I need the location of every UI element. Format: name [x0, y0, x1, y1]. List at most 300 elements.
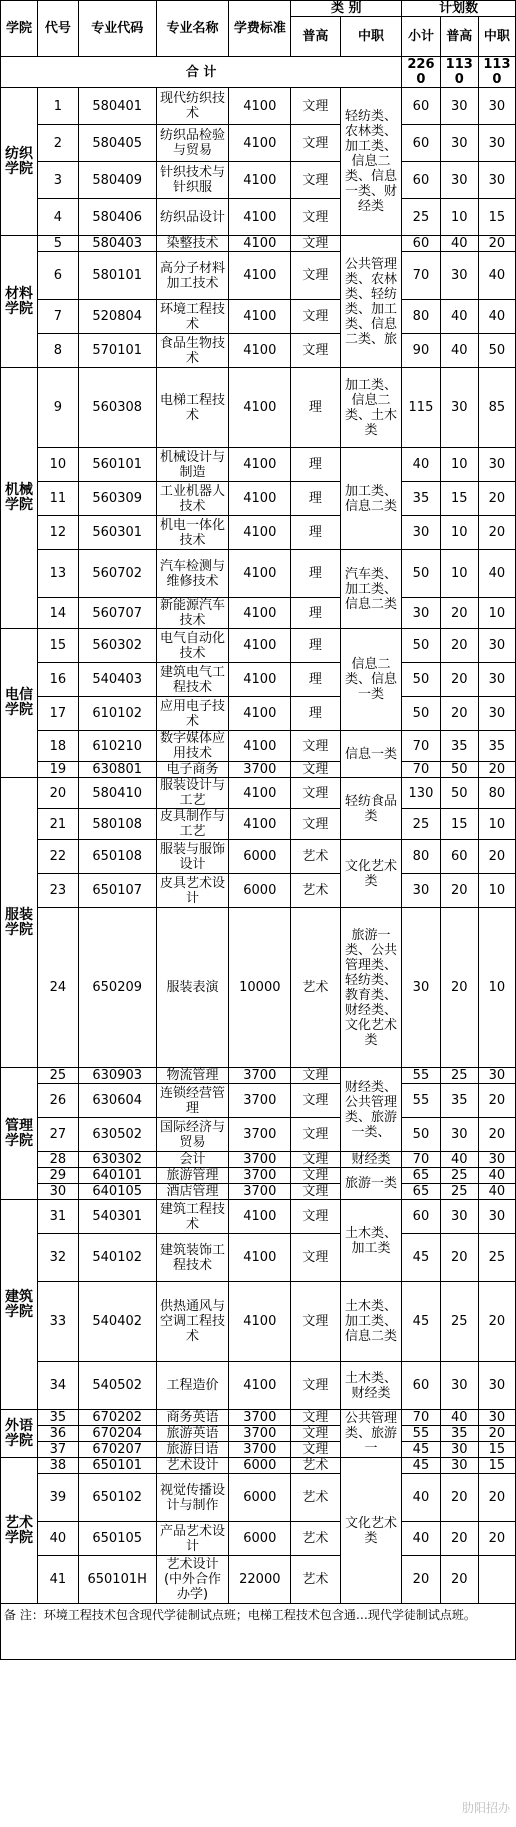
- header-plan-general: 普高: [440, 17, 478, 57]
- plan-general: 30: [440, 368, 478, 448]
- table-row: [1, 908, 516, 1068]
- plan-vocational: 85: [478, 368, 515, 448]
- row-number: 29: [38, 1168, 79, 1184]
- plan-vocational: 20: [478, 1522, 515, 1556]
- table-row: [1, 1084, 516, 1118]
- row-number: 5: [38, 236, 79, 252]
- header-major-code: 专业代码: [78, 1, 156, 57]
- row-number: 38: [38, 1458, 79, 1474]
- tuition-fee: 4100: [229, 731, 291, 762]
- major-name: 电气自动化技术: [156, 629, 229, 663]
- row-number: 28: [38, 1152, 79, 1168]
- plan-vocational: 30: [478, 1152, 515, 1168]
- plan-general: 30: [440, 1442, 478, 1458]
- major-name: 纺织品检验与贸易: [156, 125, 229, 162]
- tuition-fee: 4100: [229, 778, 291, 809]
- major-name: 工程造价: [156, 1362, 229, 1410]
- row-number: 9: [38, 368, 79, 448]
- major-name: 艺术设计(中外合作办学): [156, 1556, 229, 1604]
- plan-vocational: 30: [478, 1410, 515, 1426]
- major-code: 580405: [78, 125, 156, 162]
- general-category: 理: [291, 482, 340, 516]
- tuition-fee: 4100: [229, 88, 291, 125]
- major-name: 电梯工程技术: [156, 368, 229, 448]
- plan-vocational: 30: [478, 629, 515, 663]
- plan-general: 30: [440, 125, 478, 162]
- header-category: 类 别: [291, 1, 402, 17]
- tuition-fee: 3700: [229, 1118, 291, 1152]
- major-name: 会计: [156, 1152, 229, 1168]
- plan-general: 20: [440, 1234, 478, 1282]
- major-code: 630604: [78, 1084, 156, 1118]
- major-name: 旅游英语: [156, 1426, 229, 1442]
- row-number: 8: [38, 334, 79, 368]
- plan-subtotal: 40: [402, 1474, 440, 1522]
- plan-subtotal: 40: [402, 448, 440, 482]
- plan-subtotal: 45: [402, 1282, 440, 1362]
- vocational-category: 土木类、加工类、信息二类: [340, 1282, 402, 1362]
- general-category: 文理: [291, 1168, 340, 1184]
- row-number: 17: [38, 697, 79, 731]
- plan-general: 35: [440, 731, 478, 762]
- major-name: 服装与服饰设计: [156, 840, 229, 874]
- major-name: 皮具制作与工艺: [156, 809, 229, 840]
- tuition-fee: 4100: [229, 1282, 291, 1362]
- plan-general: 25: [440, 1282, 478, 1362]
- row-number: 1: [38, 88, 79, 125]
- plan-subtotal: 55: [402, 1068, 440, 1084]
- major-code: 560101: [78, 448, 156, 482]
- plan-vocational: 10: [478, 809, 515, 840]
- table-row: [1, 778, 516, 809]
- table-row: [1, 236, 516, 252]
- row-number: 24: [38, 908, 79, 1068]
- plan-subtotal: 35: [402, 482, 440, 516]
- major-name: 建筑电气工程技术: [156, 663, 229, 697]
- plan-vocational: 15: [478, 1442, 515, 1458]
- table-row: [1, 1234, 516, 1282]
- tuition-fee: 4100: [229, 334, 291, 368]
- vocational-category: 加工类、信息二类: [340, 448, 402, 550]
- tuition-fee: 6000: [229, 874, 291, 908]
- college-name: 建筑学院: [1, 1200, 38, 1410]
- plan-subtotal: 70: [402, 1152, 440, 1168]
- plan-subtotal: 50: [402, 550, 440, 598]
- plan-vocational: 30: [478, 125, 515, 162]
- vocational-category: 信息一类: [340, 731, 402, 778]
- vocational-category: 旅游一类: [340, 1168, 402, 1200]
- major-name: 国际经济与贸易: [156, 1118, 229, 1152]
- plan-subtotal: 25: [402, 809, 440, 840]
- plan-subtotal: 65: [402, 1184, 440, 1200]
- tuition-fee: 4100: [229, 252, 291, 300]
- general-category: 文理: [291, 1282, 340, 1362]
- plan-subtotal: 80: [402, 300, 440, 334]
- tuition-fee: 4100: [229, 550, 291, 598]
- plan-general: 20: [440, 663, 478, 697]
- tuition-fee: 6000: [229, 1522, 291, 1556]
- general-category: 理: [291, 598, 340, 629]
- general-category: 文理: [291, 1152, 340, 1168]
- plan-subtotal: 70: [402, 731, 440, 762]
- row-number: 13: [38, 550, 79, 598]
- major-name: 供热通风与空调工程技术: [156, 1282, 229, 1362]
- general-category: 艺术: [291, 1474, 340, 1522]
- major-code: 610102: [78, 697, 156, 731]
- table-row: [1, 762, 516, 778]
- vocational-category: 土木类、财经类: [340, 1362, 402, 1410]
- tuition-fee: 4100: [229, 300, 291, 334]
- general-category: 文理: [291, 125, 340, 162]
- row-number: 26: [38, 1084, 79, 1118]
- header-code: 代号: [38, 1, 79, 57]
- plan-general: 30: [440, 88, 478, 125]
- header-major-name: 专业名称: [156, 1, 229, 57]
- table-row: [1, 697, 516, 731]
- major-code: 670204: [78, 1426, 156, 1442]
- plan-vocational: 20: [478, 762, 515, 778]
- row-number: 18: [38, 731, 79, 762]
- tuition-fee: 3700: [229, 1084, 291, 1118]
- table-row: [1, 1474, 516, 1522]
- plan-general: 20: [440, 1522, 478, 1556]
- plan-vocational: 30: [478, 88, 515, 125]
- row-number: 31: [38, 1200, 79, 1234]
- header-tuition: 学费标准: [229, 1, 291, 57]
- tuition-fee: 4100: [229, 162, 291, 199]
- plan-subtotal: 55: [402, 1084, 440, 1118]
- row-number: 15: [38, 629, 79, 663]
- general-category: 理: [291, 663, 340, 697]
- general-category: 艺术: [291, 874, 340, 908]
- plan-general: 40: [440, 1152, 478, 1168]
- row-number: 11: [38, 482, 79, 516]
- plan-vocational: 30: [478, 1362, 515, 1410]
- table-row: [1, 1118, 516, 1152]
- vocational-category: 汽车类、加工类、信息二类: [340, 550, 402, 629]
- major-name: 染整技术: [156, 236, 229, 252]
- college-name: 纺织学院: [1, 88, 38, 236]
- plan-general: 30: [440, 1362, 478, 1410]
- plan-vocational: 20: [478, 1282, 515, 1362]
- major-name: 酒店管理: [156, 1184, 229, 1200]
- major-code: 580409: [78, 162, 156, 199]
- table-row: [1, 1184, 516, 1200]
- major-name: 现代纺织技术: [156, 88, 229, 125]
- major-code: 630903: [78, 1068, 156, 1084]
- tuition-fee: 4100: [229, 482, 291, 516]
- plan-subtotal: 90: [402, 334, 440, 368]
- major-code: 580101: [78, 252, 156, 300]
- plan-general: 35: [440, 1084, 478, 1118]
- major-name: 工业机器人技术: [156, 482, 229, 516]
- header-vocational: 中职: [340, 17, 402, 57]
- general-category: 艺术: [291, 1458, 340, 1474]
- general-category: 文理: [291, 199, 340, 236]
- plan-general: 30: [440, 1458, 478, 1474]
- plan-vocational: 30: [478, 162, 515, 199]
- plan-subtotal: 50: [402, 663, 440, 697]
- plan-subtotal: 130: [402, 778, 440, 809]
- college-name: 艺术学院: [1, 1458, 38, 1604]
- table-row: [1, 448, 516, 482]
- row-number: 35: [38, 1410, 79, 1426]
- row-number: 30: [38, 1184, 79, 1200]
- vocational-category: 信息二类、信息一类: [340, 629, 402, 731]
- plan-subtotal: 60: [402, 1362, 440, 1410]
- vocational-category: 旅游一类、公共管理类、轻纺类、教育类、财经类、文化艺术类: [340, 908, 402, 1068]
- plan-subtotal: 25: [402, 199, 440, 236]
- general-category: 文理: [291, 762, 340, 778]
- plan-general: 15: [440, 809, 478, 840]
- major-code: 670202: [78, 1410, 156, 1426]
- plan-general: 30: [440, 1200, 478, 1234]
- plan-general: 15: [440, 482, 478, 516]
- general-category: 理: [291, 697, 340, 731]
- row-number: 6: [38, 252, 79, 300]
- major-name: 建筑装饰工程技术: [156, 1234, 229, 1282]
- tuition-fee: 3700: [229, 1426, 291, 1442]
- note-row: [1, 1604, 516, 1660]
- major-code: 560301: [78, 516, 156, 550]
- vocational-category: 财经类: [340, 1152, 402, 1168]
- plan-general: 10: [440, 448, 478, 482]
- row-number: 4: [38, 199, 79, 236]
- row-number: 23: [38, 874, 79, 908]
- table-row: [1, 598, 516, 629]
- table-row: [1, 1068, 516, 1084]
- major-code: 640101: [78, 1168, 156, 1184]
- major-code: 640105: [78, 1184, 156, 1200]
- tuition-fee: 6000: [229, 840, 291, 874]
- major-code: 630302: [78, 1152, 156, 1168]
- major-name: 纺织品设计: [156, 199, 229, 236]
- college-name: 服装学院: [1, 778, 38, 1068]
- tuition-fee: 4100: [229, 809, 291, 840]
- plan-vocational: 20: [478, 482, 515, 516]
- major-name: 视觉传播设计与制作: [156, 1474, 229, 1522]
- plan-general: 10: [440, 199, 478, 236]
- header-college: 学院: [1, 1, 38, 57]
- plan-general: 40: [440, 1410, 478, 1426]
- major-code: 650101H: [78, 1556, 156, 1604]
- major-code: 560702: [78, 550, 156, 598]
- tuition-fee: 10000: [229, 908, 291, 1068]
- plan-vocational: 10: [478, 908, 515, 1068]
- general-category: 艺术: [291, 840, 340, 874]
- major-code: 540402: [78, 1282, 156, 1362]
- plan-general: 60: [440, 840, 478, 874]
- major-name: 商务英语: [156, 1410, 229, 1426]
- general-category: 艺术: [291, 908, 340, 1068]
- table-row: [1, 731, 516, 762]
- table-row: [1, 1200, 516, 1234]
- vocational-category: 轻纺类、农林类、加工类、信息二类、信息一类、财经类: [340, 88, 402, 236]
- plan-subtotal: 60: [402, 125, 440, 162]
- plan-subtotal: 80: [402, 840, 440, 874]
- tuition-fee: 4100: [229, 236, 291, 252]
- major-name: 服装设计与工艺: [156, 778, 229, 809]
- plan-subtotal: 70: [402, 252, 440, 300]
- major-name: 机电一体化技术: [156, 516, 229, 550]
- plan-subtotal: 60: [402, 88, 440, 125]
- major-name: 数字媒体应用技术: [156, 731, 229, 762]
- major-code: 670207: [78, 1442, 156, 1458]
- plan-general: 20: [440, 874, 478, 908]
- table-row: [1, 1442, 516, 1458]
- major-name: 汽车检测与维修技术: [156, 550, 229, 598]
- plan-general: 25: [440, 1068, 478, 1084]
- tuition-fee: 3700: [229, 1410, 291, 1426]
- general-category: 文理: [291, 1410, 340, 1426]
- plan-vocational: 40: [478, 252, 515, 300]
- general-category: 理: [291, 368, 340, 448]
- row-number: 7: [38, 300, 79, 334]
- row-number: 36: [38, 1426, 79, 1442]
- plan-vocational: 50: [478, 334, 515, 368]
- plan-vocational: 40: [478, 1184, 515, 1200]
- row-number: 32: [38, 1234, 79, 1282]
- plan-subtotal: 20: [402, 1556, 440, 1604]
- major-code: 520804: [78, 300, 156, 334]
- row-number: 39: [38, 1474, 79, 1522]
- tuition-fee: 4100: [229, 125, 291, 162]
- major-name: 新能源汽车技术: [156, 598, 229, 629]
- plan-subtotal: 60: [402, 1200, 440, 1234]
- plan-vocational: 10: [478, 874, 515, 908]
- plan-general: 20: [440, 1474, 478, 1522]
- table-row: [1, 252, 516, 300]
- row-number: 3: [38, 162, 79, 199]
- plan-vocational: 30: [478, 448, 515, 482]
- tuition-fee: 3700: [229, 762, 291, 778]
- row-number: 20: [38, 778, 79, 809]
- table-row: [1, 840, 516, 874]
- general-category: 文理: [291, 1118, 340, 1152]
- table-row: [1, 874, 516, 908]
- tuition-fee: 3700: [229, 1184, 291, 1200]
- general-category: 文理: [291, 1442, 340, 1458]
- plan-general: 30: [440, 1118, 478, 1152]
- row-number: 34: [38, 1362, 79, 1410]
- tuition-fee: 4100: [229, 1200, 291, 1234]
- tuition-fee: 3700: [229, 1152, 291, 1168]
- general-category: 艺术: [291, 1522, 340, 1556]
- plan-vocational: 30: [478, 1068, 515, 1084]
- plan-vocational: 30: [478, 663, 515, 697]
- major-code: 560309: [78, 482, 156, 516]
- college-name: 材料学院: [1, 236, 38, 368]
- general-category: 文理: [291, 88, 340, 125]
- row-number: 14: [38, 598, 79, 629]
- tuition-fee: 4100: [229, 598, 291, 629]
- plan-general: 25: [440, 1184, 478, 1200]
- plan-vocational: 20: [478, 1118, 515, 1152]
- vocational-category: 财经类、公共管理类、旅游一类、: [340, 1068, 402, 1152]
- plan-general: 10: [440, 516, 478, 550]
- major-code: 580401: [78, 88, 156, 125]
- plan-subtotal: 45: [402, 1458, 440, 1474]
- major-code: 560302: [78, 629, 156, 663]
- major-code: 580108: [78, 809, 156, 840]
- major-name: 皮具艺术设计: [156, 874, 229, 908]
- college-name: 外语学院: [1, 1410, 38, 1458]
- major-code: 650105: [78, 1522, 156, 1556]
- row-number: 21: [38, 809, 79, 840]
- plan-vocational: 80: [478, 778, 515, 809]
- plan-vocational: 25: [478, 1234, 515, 1282]
- plan-vocational: 20: [478, 516, 515, 550]
- plan-subtotal: 55: [402, 1426, 440, 1442]
- table-row: [1, 88, 516, 125]
- plan-general: 40: [440, 300, 478, 334]
- vocational-category: 公共管理类、农林类、轻纺类、加工类、信息二类、旅: [340, 236, 402, 368]
- plan-vocational: 15: [478, 199, 515, 236]
- row-number: 33: [38, 1282, 79, 1362]
- major-name: 服装表演: [156, 908, 229, 1068]
- row-number: 10: [38, 448, 79, 482]
- vocational-category: 加工类、信息二类、土木类: [340, 368, 402, 448]
- note-text: 备 注：环境工程技术包含现代学徒制试点班；电梯工程技术包含通…现代学徒制试点班。: [1, 1604, 516, 1660]
- plan-vocational: 20: [478, 236, 515, 252]
- general-category: 文理: [291, 1200, 340, 1234]
- row-number: 12: [38, 516, 79, 550]
- major-name: 高分子材料加工技术: [156, 252, 229, 300]
- plan-subtotal: 30: [402, 598, 440, 629]
- general-category: 文理: [291, 236, 340, 252]
- general-category: 理: [291, 550, 340, 598]
- table-row: [1, 516, 516, 550]
- major-name: 电子商务: [156, 762, 229, 778]
- plan-vocational: 35: [478, 731, 515, 762]
- table-row: [1, 125, 516, 162]
- table-row: [1, 1152, 516, 1168]
- plan-subtotal: 50: [402, 1118, 440, 1152]
- row-number: 27: [38, 1118, 79, 1152]
- plan-general: 20: [440, 697, 478, 731]
- tuition-fee: 6000: [229, 1458, 291, 1474]
- plan-subtotal: 70: [402, 1410, 440, 1426]
- plan-general: 25: [440, 1168, 478, 1184]
- major-code: 580406: [78, 199, 156, 236]
- tuition-fee: 3700: [229, 1442, 291, 1458]
- plan-general: 40: [440, 236, 478, 252]
- general-category: 文理: [291, 334, 340, 368]
- plan-general: 50: [440, 778, 478, 809]
- plan-subtotal: 50: [402, 697, 440, 731]
- major-code: 540102: [78, 1234, 156, 1282]
- row-number: 37: [38, 1442, 79, 1458]
- major-code: 650102: [78, 1474, 156, 1522]
- vocational-category: 轻纺食品类: [340, 778, 402, 840]
- plan-subtotal: 65: [402, 1168, 440, 1184]
- major-name: 旅游管理: [156, 1168, 229, 1184]
- plan-subtotal: 40: [402, 1522, 440, 1556]
- table-row: [1, 300, 516, 334]
- plan-vocational: 10: [478, 598, 515, 629]
- plan-subtotal: 50: [402, 629, 440, 663]
- general-category: 文理: [291, 1426, 340, 1442]
- general-category: 文理: [291, 1068, 340, 1084]
- table-row: [1, 1458, 516, 1474]
- table-row: [1, 629, 516, 663]
- major-code: 540403: [78, 663, 156, 697]
- major-name: 针织技术与针织服: [156, 162, 229, 199]
- general-category: 文理: [291, 1234, 340, 1282]
- table-row: [1, 1522, 516, 1556]
- general-category: 艺术: [291, 1556, 340, 1604]
- plan-subtotal: 30: [402, 516, 440, 550]
